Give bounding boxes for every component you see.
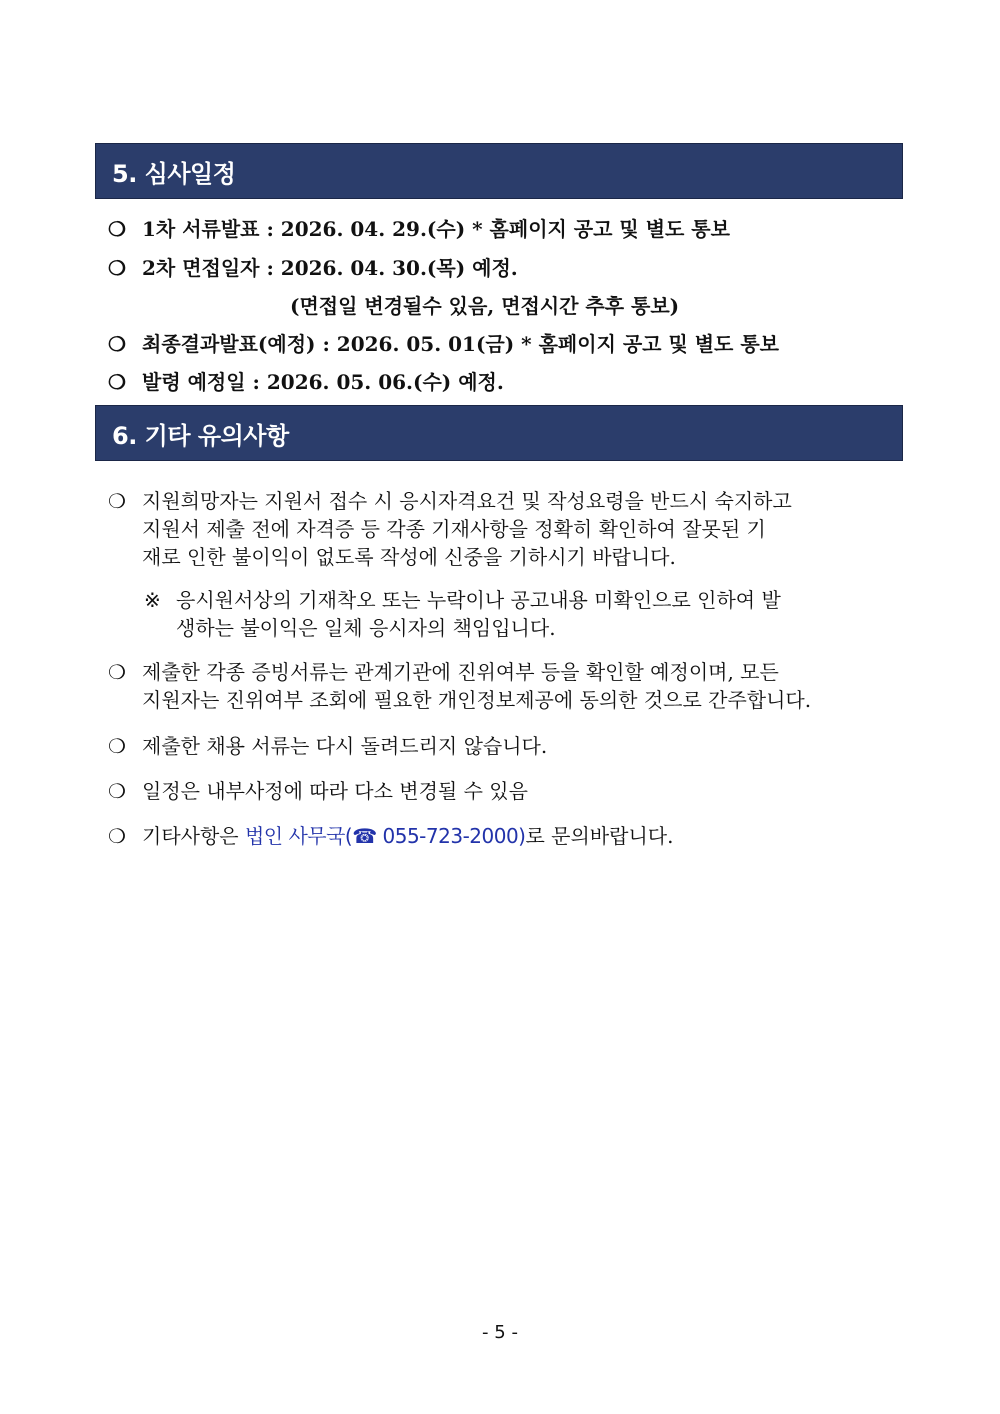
reference-note: ※ 응시원서상의 기재착오 또는 누락이나 공고내용 미확인으로 인하여 발 (144, 588, 781, 612)
note-item-continuation: 지원서 제출 전에 자격증 등 각종 기재사항을 정확히 확인하여 잘못된 기 (142, 517, 766, 541)
schedule-item: ❍ 2차 면접일자 : 2026. 04. 30.(목) 예정. (108, 256, 518, 280)
circle-bullet-icon: ❍ (108, 217, 126, 241)
section-6-header (95, 405, 903, 461)
circle-bullet-icon: ❍ (108, 256, 126, 280)
note-item-contact: ❍ 기타사항은 법인 사무국(☎ 055-723-2000)로 문의바랍니다. (108, 824, 674, 848)
section-5-title: 5. 심사일정 (112, 159, 236, 188)
circle-bullet-icon: ❍ (108, 370, 126, 394)
schedule-item: ❍ 1차 서류발표 : 2026. 04. 29.(수) * 홈페이지 공고 및 별도 통보 (108, 217, 730, 241)
note-item: ❍ 제출한 채용 서류는 다시 돌려드리지 않습니다. (108, 734, 548, 758)
circle-bullet-icon: ❍ (108, 734, 126, 758)
note-item: ❍ 일정은 내부사정에 따라 다소 변경될 수 있음 (108, 779, 528, 803)
schedule-item: ❍ 최종결과발표(예정) : 2026. 05. 01(금) * 홈페이지 공고 및 별도 통보 (108, 332, 779, 356)
note-item-continuation: 재로 인한 불이익이 없도록 작성에 신중을 기하시기 바랍니다. (142, 545, 676, 569)
circle-bullet-icon: ❍ (108, 489, 126, 513)
circle-bullet-icon: ❍ (108, 779, 126, 803)
reference-note-continuation: 생하는 불이익은 일체 응시자의 책임입니다. (176, 616, 556, 640)
note-item: ❍ 제출한 각종 증빙서류는 관계기관에 진위여부 등을 확인할 예정이며, 모든 (108, 660, 779, 684)
schedule-item-note: (면접일 변경될수 있음, 면접시간 추후 통보) (290, 294, 680, 318)
note-item: ❍ 지원희망자는 지원서 접수 시 응시자격요건 및 작성요령을 반드시 숙지하고 (108, 489, 792, 513)
circle-bullet-icon: ❍ (108, 332, 126, 356)
note-item-continuation: 지원자는 진위여부 조회에 필요한 개인정보제공에 동의한 것으로 간주합니다. (142, 688, 812, 712)
page-number: - 5 - (482, 1322, 518, 1343)
contact-phone: 법인 사무국(☎ 055-723-2000) (244, 824, 526, 848)
schedule-item: ❍ 발령 예정일 : 2026. 05. 06.(수) 예정. (108, 370, 504, 394)
section-6-title: 6. 기타 유의사항 (112, 421, 289, 450)
circle-bullet-icon: ❍ (108, 660, 126, 684)
reference-mark-icon: ※ (144, 588, 161, 612)
circle-bullet-icon: ❍ (108, 824, 126, 848)
section-5-header (95, 143, 903, 199)
